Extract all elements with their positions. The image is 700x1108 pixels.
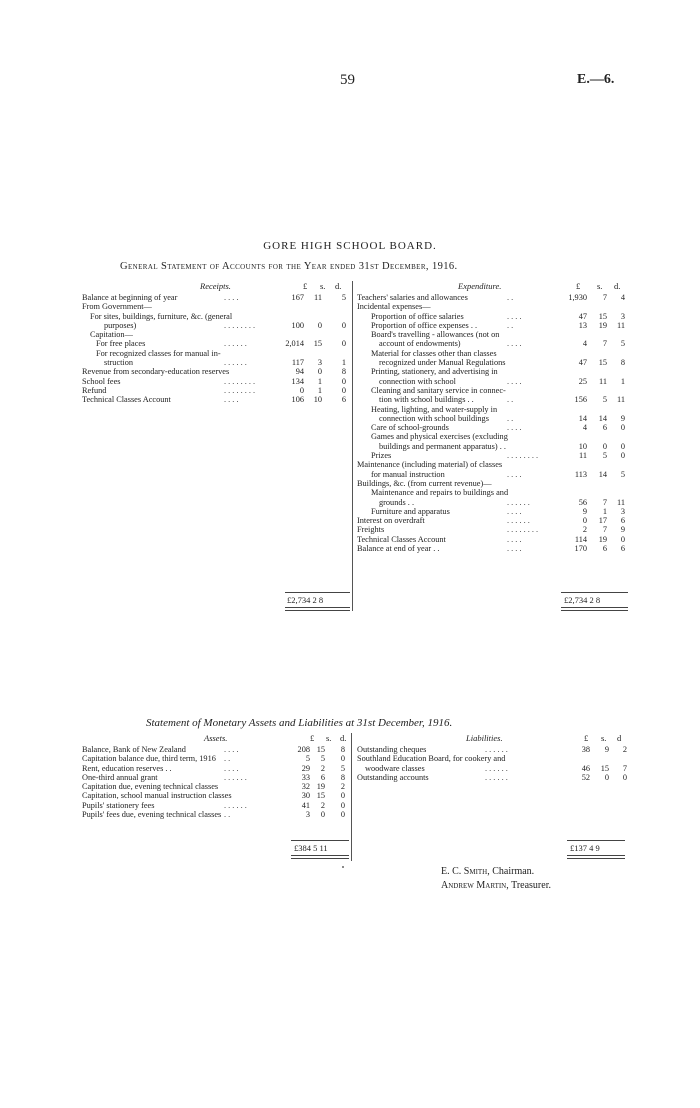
page-number: 59 xyxy=(340,72,355,88)
table-row xyxy=(82,386,350,395)
amount-pence: 1 xyxy=(341,358,346,368)
table-row xyxy=(357,405,625,414)
row-label: Proportion of office salaries xyxy=(371,311,464,321)
signature-chairman-role: , Chairman. xyxy=(487,866,535,877)
signature-treasurer-name: Andrew Martin xyxy=(441,880,507,891)
amount-pence: 0 xyxy=(620,441,625,451)
signature-chairman xyxy=(441,866,534,877)
column-divider xyxy=(352,281,353,611)
table-row xyxy=(357,745,627,754)
table-row xyxy=(357,321,625,330)
amount-shillings: 7 xyxy=(602,339,607,349)
amount-pounds: 167 xyxy=(291,293,304,302)
amount-pence: 8 xyxy=(340,745,345,754)
leader-dots: . . . . xyxy=(224,395,239,405)
liabilities-pound-header: £ xyxy=(584,733,589,743)
table-row xyxy=(82,302,350,311)
leader-dots: . . xyxy=(507,320,514,330)
amount-pounds: 11 xyxy=(579,451,587,461)
table-row xyxy=(357,479,625,488)
amount-pounds: 1,930 xyxy=(568,293,587,302)
amount-shillings: 14 xyxy=(598,413,607,423)
table-row xyxy=(357,507,625,516)
amount-pounds: 14 xyxy=(578,413,587,423)
table-row xyxy=(82,810,352,819)
leader-dots: . . . . xyxy=(507,423,522,433)
row-label: struction xyxy=(104,358,134,368)
row-label: Maintenance and repairs to buildings and xyxy=(371,488,509,498)
row-label: Material for classes other than classes xyxy=(371,348,497,358)
table-row xyxy=(357,358,625,367)
liabilities-total: £137 4 9 xyxy=(570,843,600,853)
table-row xyxy=(357,488,625,497)
row-label: Games and physical exercises (excluding xyxy=(371,432,508,442)
leader-dots: . . . . xyxy=(224,745,239,754)
amount-pence: 3 xyxy=(620,311,625,321)
row-label: From Government— xyxy=(82,302,152,312)
row-label: connection with school buildings xyxy=(379,413,489,423)
amount-shillings: 15 xyxy=(600,763,609,773)
row-label: connection with school xyxy=(379,376,456,386)
amount-shillings: 11 xyxy=(314,293,322,302)
table-row xyxy=(82,321,350,330)
leader-dots: . . . . xyxy=(507,376,522,386)
table-row xyxy=(357,764,627,773)
amount-pounds: 13 xyxy=(578,320,587,330)
amount-pence: 2 xyxy=(622,745,627,754)
amount-pence: 3 xyxy=(620,506,625,516)
column-divider-2 xyxy=(351,733,352,861)
assets-total: £384 5 11 xyxy=(294,843,328,853)
assets-pound-header: £ xyxy=(310,733,315,743)
row-label: Southland Education Board, for cookery and xyxy=(357,754,506,764)
amount-pence: 9 xyxy=(620,413,625,423)
table-row xyxy=(82,801,352,810)
table-row xyxy=(357,367,625,376)
amount-pounds: 5 xyxy=(305,754,310,764)
signature-treasurer-role: , Treasurer. xyxy=(506,880,551,891)
row-label: Refund xyxy=(82,385,107,395)
amount-shillings: 2 xyxy=(320,763,325,773)
table-row xyxy=(357,293,625,302)
amount-shillings: 0 xyxy=(602,441,607,451)
leader-dots: . . . . . . xyxy=(224,339,247,349)
amount-shillings: 15 xyxy=(598,311,607,321)
amount-shillings: 7 xyxy=(602,293,607,302)
liabilities-pence-header: d xyxy=(617,733,622,743)
amount-shillings: 15 xyxy=(313,339,322,349)
assets-table xyxy=(82,745,352,819)
row-label: Teachers' salaries and allowances xyxy=(357,293,468,302)
table-row xyxy=(357,451,625,460)
amount-shillings: 14 xyxy=(598,469,607,479)
expenditure-pound-header: £ xyxy=(576,281,581,291)
amount-pounds: 100 xyxy=(291,320,304,330)
amount-pence: 0 xyxy=(620,423,625,433)
leader-dots: . . . . xyxy=(507,544,522,554)
table-row xyxy=(82,754,352,763)
amount-pounds: 113 xyxy=(574,469,587,479)
row-label: Care of school-grounds xyxy=(371,423,449,433)
amount-pounds: 52 xyxy=(581,772,590,782)
row-label: for manual instruction xyxy=(371,469,445,479)
assets-total-rule xyxy=(291,840,349,841)
row-label: Balance at end of year . . xyxy=(357,544,440,554)
amount-pence: 0 xyxy=(340,791,345,801)
receipts-total: £2,734 2 8 xyxy=(287,595,324,605)
amount-pounds: 114 xyxy=(574,534,587,544)
printer-dot xyxy=(342,866,344,868)
row-label: Capitation, school manual instruction classes xyxy=(82,791,232,801)
liabilities-shilling-header: s. xyxy=(601,733,607,743)
amount-shillings: 1 xyxy=(602,506,607,516)
amount-pounds: 41 xyxy=(301,800,310,810)
leader-dots: . . . . . . . . xyxy=(224,320,256,330)
amount-pounds: 33 xyxy=(301,772,310,782)
row-label: Buildings, &c. (from current revenue)— xyxy=(357,478,492,488)
expenditure-table xyxy=(357,293,625,553)
amount-shillings: 19 xyxy=(598,534,607,544)
row-label: One-third annual grant xyxy=(82,772,158,782)
amount-pence: 5 xyxy=(340,763,345,773)
table-row xyxy=(82,745,352,754)
expenditure-pence-header: d. xyxy=(614,281,621,291)
table-row xyxy=(357,339,625,348)
liabilities-total-rule xyxy=(567,840,625,841)
amount-shillings: 5 xyxy=(602,451,607,461)
row-label: Printing, stationery, and advertising in xyxy=(371,367,498,377)
table-row xyxy=(357,544,625,553)
row-label: School fees xyxy=(82,376,121,386)
receipts-pence-header: d. xyxy=(335,281,342,291)
amount-pounds: 2,014 xyxy=(285,339,304,349)
amount-pence: 1 xyxy=(620,376,625,386)
amount-pence: 9 xyxy=(620,525,625,535)
assets-total-double-rule xyxy=(291,855,349,859)
row-label: For sites, buildings, furniture, &c. (general xyxy=(90,311,233,321)
statement-title: General Statement of Accounts for the Year ended 31st December, 1916. xyxy=(120,261,458,272)
leader-dots: . . . . . . xyxy=(507,516,530,526)
leader-dots: . . . . . . xyxy=(224,358,247,368)
amount-pounds: 29 xyxy=(301,763,310,773)
amount-pence: 8 xyxy=(341,367,346,377)
amount-pence: 0 xyxy=(340,810,345,820)
liabilities-heading: Liabilities. xyxy=(466,733,503,743)
row-label: Furniture and apparatus xyxy=(371,506,450,516)
assets-pence-header: d. xyxy=(340,733,347,743)
amount-shillings: 1 xyxy=(317,376,322,386)
row-label: Revenue from secondary-education reserves xyxy=(82,367,230,377)
amount-shillings: 7 xyxy=(602,525,607,535)
amount-pence: 0 xyxy=(620,451,625,461)
leader-dots: . . . . xyxy=(507,534,522,544)
table-row xyxy=(357,377,625,386)
receipts-table xyxy=(82,293,350,405)
amount-pounds: 47 xyxy=(578,358,587,368)
amount-pence: 5 xyxy=(341,293,346,302)
amount-pounds: 117 xyxy=(291,358,304,368)
row-label: Balance at beginning of year xyxy=(82,293,178,302)
leader-dots: . . . . . . xyxy=(224,800,247,810)
amount-shillings: 0 xyxy=(320,810,325,820)
receipts-pound-header: £ xyxy=(303,281,308,291)
amount-pounds: 32 xyxy=(301,782,310,792)
row-label: Outstanding accounts xyxy=(357,772,429,782)
amount-pence: 0 xyxy=(341,339,346,349)
amount-pounds: 10 xyxy=(578,441,587,451)
table-row xyxy=(357,498,625,507)
amount-pounds: 4 xyxy=(582,339,587,349)
table-row xyxy=(357,330,625,339)
row-label: Cleaning and sanitary service in connec- xyxy=(371,385,506,395)
amount-pence: 6 xyxy=(620,516,625,526)
amount-pence: 0 xyxy=(341,385,346,395)
amount-pounds: 156 xyxy=(574,395,587,405)
leader-dots: . . . . xyxy=(224,763,239,773)
amount-pounds: 30 xyxy=(301,791,310,801)
assets-shilling-header: s. xyxy=(326,733,332,743)
table-row xyxy=(82,330,350,339)
row-label: Freights xyxy=(357,525,385,535)
amount-shillings: 0 xyxy=(317,367,322,377)
leader-dots: . . . . . . xyxy=(485,772,508,782)
row-label: Pupils' stationery fees xyxy=(82,800,155,810)
table-row xyxy=(82,773,352,782)
table-row xyxy=(357,414,625,423)
table-row xyxy=(357,349,625,358)
amount-pence: 6 xyxy=(341,395,346,405)
amount-shillings: 0 xyxy=(317,320,322,330)
amount-pence: 8 xyxy=(340,772,345,782)
row-label: account of endowments) xyxy=(379,339,461,349)
table-row xyxy=(357,525,625,534)
leader-dots: . . . . xyxy=(507,339,522,349)
row-label: Outstanding cheques xyxy=(357,745,427,754)
table-row xyxy=(82,395,350,404)
table-row xyxy=(82,349,350,358)
row-label: buildings and permanent apparatus) . . xyxy=(379,441,506,451)
liabilities-total-double-rule xyxy=(567,855,625,859)
amount-pence: 8 xyxy=(620,358,625,368)
row-label: recognized under Manual Regulations xyxy=(379,358,506,368)
receipts-heading: Receipts. xyxy=(200,281,231,291)
receipts-total-rule xyxy=(285,592,350,593)
expenditure-total-rule xyxy=(561,592,628,593)
amount-pence: 0 xyxy=(341,376,346,386)
amount-pence: 4 xyxy=(620,293,625,302)
table-row xyxy=(82,293,350,302)
amount-pounds: 3 xyxy=(305,810,310,820)
leader-dots: . . . . xyxy=(507,506,522,516)
row-label: Interest on overdraft xyxy=(357,516,425,526)
amount-shillings: 15 xyxy=(598,358,607,368)
amount-shillings: 15 xyxy=(316,745,325,754)
row-label: Capitation balance due, third term, 1916 xyxy=(82,754,216,764)
table-row xyxy=(357,432,625,441)
receipts-total-double-rule xyxy=(285,607,350,611)
row-label: Capitation— xyxy=(90,330,133,340)
receipts-shilling-header: s. xyxy=(320,281,326,291)
amount-pounds: 94 xyxy=(295,367,304,377)
leader-dots: . . . . xyxy=(507,469,522,479)
row-label: purposes) xyxy=(104,320,137,330)
row-label: Technical Classes Account xyxy=(357,534,446,544)
row-label: tion with school buildings . . xyxy=(379,395,474,405)
leader-dots: . . xyxy=(507,293,514,302)
amount-pounds: 0 xyxy=(299,385,304,395)
amount-pounds: 4 xyxy=(582,423,587,433)
leader-dots: . . xyxy=(224,754,231,764)
leader-dots: . . . . . . xyxy=(224,772,247,782)
table-row xyxy=(357,442,625,451)
table-row xyxy=(82,782,352,791)
amount-pence: 11 xyxy=(617,395,625,405)
leader-dots: . . . . . . xyxy=(507,497,530,507)
amount-pounds: 47 xyxy=(578,311,587,321)
amount-shillings: 5 xyxy=(320,754,325,764)
amount-pounds: 56 xyxy=(578,497,587,507)
leader-dots: . . . . xyxy=(224,293,239,302)
amount-shillings: 17 xyxy=(598,516,607,526)
leader-dots: . . . . . . xyxy=(485,745,508,754)
amount-pounds: 46 xyxy=(581,763,590,773)
table-row xyxy=(357,470,625,479)
leader-dots: . . xyxy=(507,413,514,423)
amount-pence: 2 xyxy=(340,782,345,792)
table-row xyxy=(357,460,625,469)
amount-shillings: 5 xyxy=(602,395,607,405)
table-row xyxy=(82,358,350,367)
amount-shillings: 0 xyxy=(604,772,609,782)
amount-shillings: 6 xyxy=(602,544,607,554)
row-label: Prizes xyxy=(371,451,392,461)
page-reference: E.—6. xyxy=(577,72,615,87)
table-row xyxy=(82,367,350,376)
amount-pence: 11 xyxy=(617,497,625,507)
amount-shillings: 19 xyxy=(316,782,325,792)
table-row xyxy=(82,764,352,773)
amount-pounds: 0 xyxy=(582,516,587,526)
amount-pounds: 170 xyxy=(574,544,587,554)
amount-pounds: 2 xyxy=(582,525,587,535)
signature-treasurer xyxy=(441,880,551,891)
row-label: For free places xyxy=(96,339,146,349)
table-row xyxy=(357,395,625,404)
row-label: woodware classes xyxy=(365,763,425,773)
row-label: Incidental expenses— xyxy=(357,302,431,312)
amount-shillings: 2 xyxy=(320,800,325,810)
row-label: Rent, education reserves . . xyxy=(82,763,172,773)
expenditure-shilling-header: s. xyxy=(597,281,603,291)
amount-shillings: 3 xyxy=(317,358,322,368)
signature-chairman-name: E. C. Smith xyxy=(441,866,488,877)
table-row xyxy=(357,302,625,311)
table-row xyxy=(357,312,625,321)
amount-shillings: 9 xyxy=(604,745,609,754)
amount-pence: 0 xyxy=(341,320,346,330)
table-row xyxy=(82,791,352,800)
leader-dots: . . . . . . . . xyxy=(507,525,539,535)
amount-pounds: 9 xyxy=(582,506,587,516)
row-label: Balance, Bank of New Zealand xyxy=(82,745,186,754)
leader-dots: . . . . . . . . xyxy=(224,376,256,386)
amount-shillings: 15 xyxy=(316,791,325,801)
amount-pence: 0 xyxy=(620,534,625,544)
board-title: GORE HIGH SCHOOL BOARD. xyxy=(263,240,437,252)
amount-pence: 0 xyxy=(340,754,345,764)
amount-shillings: 6 xyxy=(320,772,325,782)
amount-pence: 0 xyxy=(622,772,627,782)
table-row xyxy=(82,312,350,321)
table-row xyxy=(357,386,625,395)
expenditure-heading: Expenditure. xyxy=(458,281,502,291)
leader-dots: . . . . . . xyxy=(485,763,508,773)
table-row xyxy=(82,339,350,348)
table-row xyxy=(357,516,625,525)
amount-pence: 5 xyxy=(620,469,625,479)
table-row xyxy=(357,754,627,763)
expenditure-total: £2,734 2 8 xyxy=(564,595,601,605)
amount-pence: 7 xyxy=(622,763,627,773)
row-label: Maintenance (including material) of classes xyxy=(357,460,503,470)
table-row xyxy=(82,377,350,386)
row-label: Heating, lighting, and water-supply in xyxy=(371,404,498,414)
leader-dots: . . . . . . . . xyxy=(224,385,256,395)
statement2-title: Statement of Monetary Assets and Liabilities at 31st December, 1916. xyxy=(146,717,453,729)
row-label: Board's travelling - allowances (not on xyxy=(371,330,500,340)
row-label: Technical Classes Account xyxy=(82,395,171,405)
expenditure-total-double-rule xyxy=(561,607,628,611)
amount-pounds: 38 xyxy=(581,745,590,754)
table-row xyxy=(357,773,627,782)
row-label: grounds . . xyxy=(379,497,415,507)
amount-pence: 6 xyxy=(620,544,625,554)
amount-pence: 11 xyxy=(617,320,625,330)
amount-pence: 0 xyxy=(340,800,345,810)
amount-shillings: 7 xyxy=(602,497,607,507)
amount-shillings: 11 xyxy=(599,376,607,386)
amount-pence: 5 xyxy=(620,339,625,349)
leader-dots: . . . . . . . . xyxy=(507,451,539,461)
leader-dots: . . xyxy=(507,395,514,405)
amount-pounds: 25 xyxy=(578,376,587,386)
liabilities-table xyxy=(357,745,627,782)
amount-shillings: 6 xyxy=(602,423,607,433)
amount-pounds: 134 xyxy=(291,376,304,386)
table-row xyxy=(357,423,625,432)
amount-shillings: 19 xyxy=(598,320,607,330)
row-label: Proportion of office expenses . . xyxy=(371,320,478,330)
row-label: Pupils' fees due, evening technical classes xyxy=(82,810,222,820)
row-label: Capitation due, evening technical classes xyxy=(82,782,219,792)
amount-shillings: 1 xyxy=(317,385,322,395)
assets-heading: Assets. xyxy=(204,733,228,743)
leader-dots: . . . . xyxy=(507,311,522,321)
row-label: For recognized classes for manual in- xyxy=(96,348,221,358)
amount-pounds: 208 xyxy=(297,745,310,754)
amount-shillings: 10 xyxy=(313,395,322,405)
leader-dots: . . xyxy=(224,810,231,820)
amount-pounds: 106 xyxy=(291,395,304,405)
table-row xyxy=(357,535,625,544)
